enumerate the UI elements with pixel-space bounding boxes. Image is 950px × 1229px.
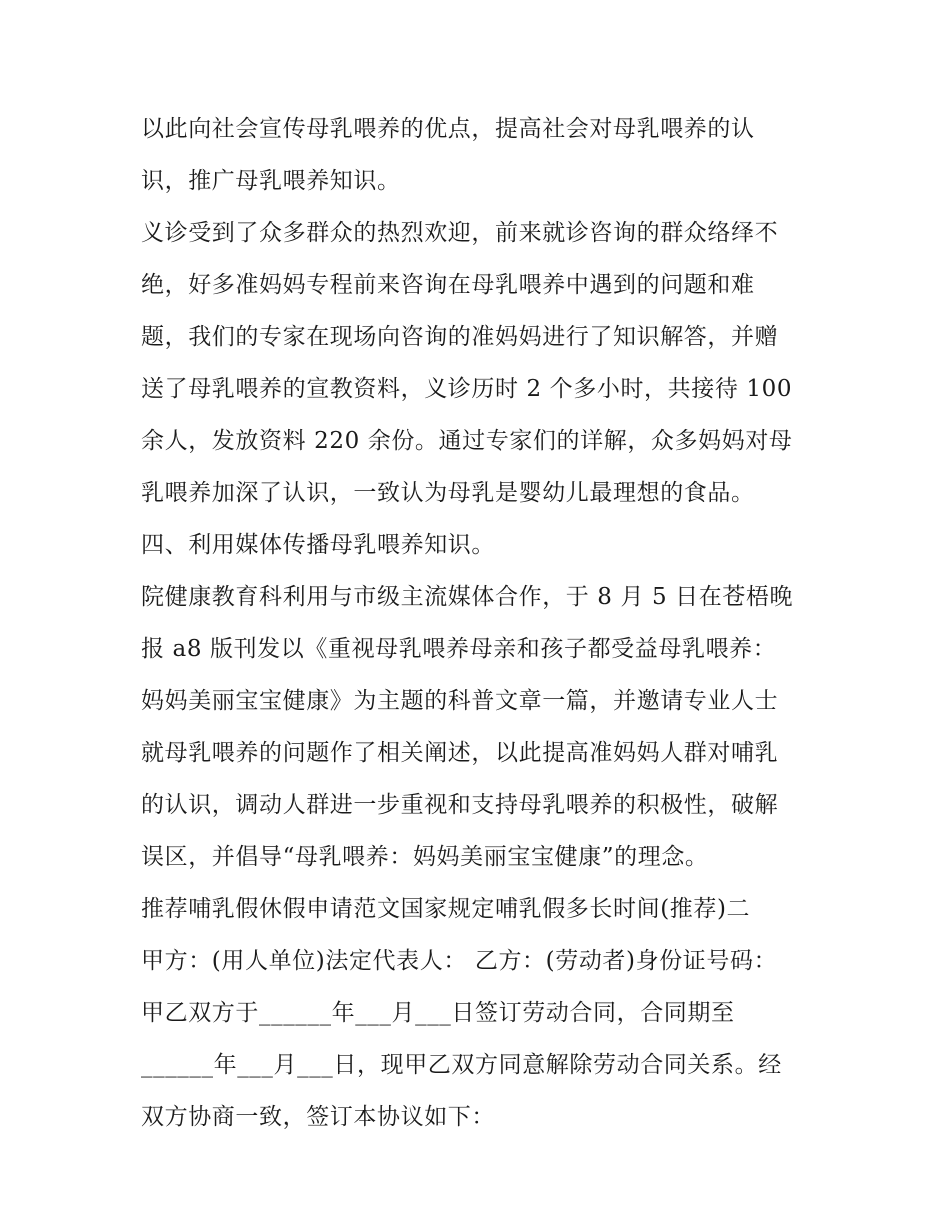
document-title-line: 推荐哺乳假休假申请范文国家规定哺乳假多长时间(推荐)二: [141, 896, 751, 922]
text-line: 乳喂养加深了认识，一致认为母乳是婴幼儿最理想的食品。: [141, 480, 755, 506]
text-line: ______年___月___日，现甲乙双方同意解除劳动合同关系。经: [141, 1052, 782, 1078]
text-line: 报 a8 版刊发以《重视母乳喂养母亲和孩子都受益母乳喂养：: [141, 636, 777, 662]
text-line: 甲乙双方于______年___月___日签订劳动合同，合同期至: [141, 1000, 735, 1026]
text-line: 以此向社会宣传母乳喂养的优点，提高社会对母乳喂养的认: [141, 116, 755, 142]
text-line: 绝，好多准妈妈专程前来咨询在母乳喂养中遇到的问题和难: [141, 272, 755, 298]
text-line: 院健康教育科利用与市级主流媒体合作，于 8 月 5 日在苍梧晚: [141, 584, 794, 610]
text-line: 识，推广母乳喂养知识。: [141, 168, 401, 194]
text-line: 的认识，调动人群进一步重视和支持母乳喂养的积极性，破解: [141, 792, 779, 818]
document-body: [141, 103, 821, 1143]
text-line: 误区，并倡导“母乳喂养：妈妈美丽宝宝健康”的理念。: [141, 844, 709, 870]
text-line: 题，我们的专家在现场向咨询的准妈妈进行了知识解答，并赠: [141, 324, 779, 350]
text-line: 送了母乳喂养的宣教资料，义诊历时 2 个多小时，共接待 100: [141, 376, 793, 402]
parties-line: 甲方：(用人单位)法定代表人： 乙方：(劳动者)身份证号码：: [141, 948, 778, 974]
text-line: 妈妈美丽宝宝健康》为主题的科普文章一篇，并邀请专业人士: [141, 688, 779, 714]
text-line: 义诊受到了众多群众的热烈欢迎，前来就诊咨询的群众络绎不: [141, 220, 779, 246]
text-line: 余人，发放资料 220 余份。通过专家们的详解，众多妈妈对母: [141, 428, 793, 454]
section-heading: 四、利用媒体传播母乳喂养知识。: [141, 532, 495, 558]
text-line: 双方协商一致，签订本协议如下：: [141, 1104, 495, 1130]
text-line: 就母乳喂养的问题作了相关阐述，以此提高准妈妈人群对哺乳: [141, 740, 779, 766]
